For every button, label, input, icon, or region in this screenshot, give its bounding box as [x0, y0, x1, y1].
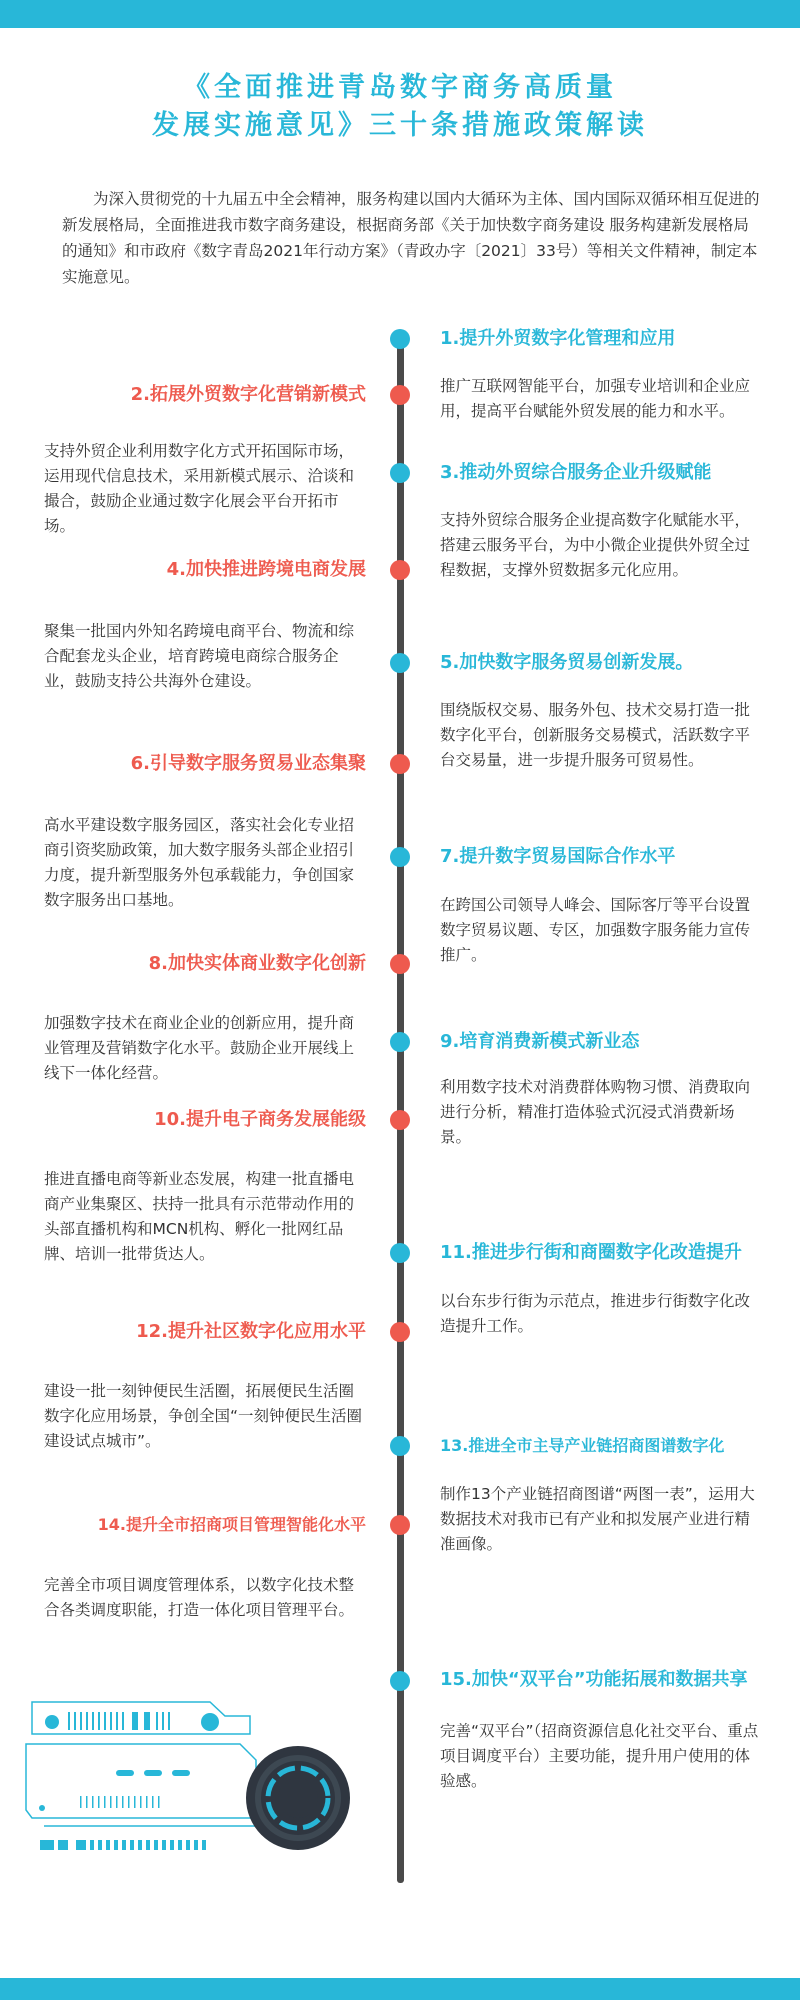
item-7-text: 在跨国公司领导人峰会、国际客厅等平台设置数字贸易议题、专区，加强数字服务能力宣传推广。 — [440, 896, 751, 964]
item-2-text: 支持外贸企业利用数字化方式开拓国际市场，运用现代信息技术，采用新模式展示、洽谈和撮合，鼓励企业通过数字化展会平台开拓市场。 — [44, 442, 355, 535]
timeline-dot-10 — [390, 1110, 410, 1130]
deco-blocks — [40, 1840, 206, 1850]
tech-illustration — [20, 1698, 350, 1868]
item-1-heading: 1.提升外贸数字化管理和应用 — [440, 328, 676, 349]
timeline-dot-1 — [390, 329, 410, 349]
timeline-dot-6 — [390, 754, 410, 774]
intro-paragraph: 为深入贯彻党的十九届五中全会精神，服务构建以国内大循环为主体、国内国际双循环相互促进的新发展格局，全面推进我市数字商务建设，根据商务部《关于加快数字商务建设 服务构建新发展格局的通知》和市政府《数字青岛2021年行动方案》（青政办字〔2021〕33号）等相关文件精神，制定本实施意见。 — [62, 190, 760, 286]
timeline-dot-5 — [390, 653, 410, 673]
item-11-heading: 11.推进步行街和商圈数字化改造提升 — [440, 1242, 742, 1263]
item-4-text: 聚集一批国内外知名跨境电商平台、物流和综合配套龙头企业，培育跨境电商综合服务企业，鼓励支持公共海外仓建设。 — [44, 622, 355, 690]
timeline-dot-7 — [390, 847, 410, 867]
deco-circle — [45, 1715, 59, 1729]
deco-circle-2 — [201, 1713, 219, 1731]
timeline-dot-12 — [390, 1322, 410, 1342]
item-9-text: 利用数字技术对消费群体购物习惯、消费取向进行分析，精准打造体验式沉浸式消费新场景。 — [440, 1078, 751, 1146]
item-10-text: 推进直播电商等新业态发展，构建一批直播电商产业集聚区、扶持一批具有示范带动作用的头部直播机构和MCN机构、孵化一批网红品牌、培训一批带货达人。 — [44, 1170, 355, 1263]
item-15-heading: 15.加快“双平台”功能拓展和数据共享 — [440, 1669, 748, 1690]
deco-gauge — [246, 1746, 350, 1850]
deco-ticks — [80, 1796, 160, 1808]
item-12-text: 建设一批一刻钟便民生活圈，拓展便民生活圈数字化应用场景，争创全国“一刻钟便民生活圈建设试点城市”。 — [44, 1382, 363, 1450]
item-14-text: 完善全市项目调度管理体系，以数字化技术整合各类调度职能，打造一体化项目管理平台。 — [44, 1576, 355, 1619]
item-13-heading: 13.推进全市主导产业链招商图谱数字化 — [440, 1436, 725, 1455]
item-15-text: 完善“双平台”（招商资源信息化社交平台、重点项目调度平台）主要功能，提升用户使用的体验感。 — [440, 1722, 759, 1790]
item-12-heading: 12.提升社区数字化应用水平 — [136, 1321, 366, 1342]
item-11-text: 以台东步行街为示范点，推进步行街数字化改造提升工作。 — [440, 1292, 751, 1335]
deco-barcode — [68, 1712, 170, 1730]
item-3-text: 支持外贸综合服务企业提高数字化赋能水平，搭建云服务平台，为中小微企业提供外贸全过程数据，支撑外贸数据多元化应用。 — [440, 511, 751, 579]
item-3-heading: 3.推动外贸综合服务企业升级赋能 — [440, 462, 712, 483]
timeline-dot-14 — [390, 1515, 410, 1535]
timeline-dot-2 — [390, 385, 410, 405]
timeline-dot-9 — [390, 1032, 410, 1052]
item-1-text: 推广互联网智能平台，加强专业培训和企业应用，提高平台赋能外贸发展的能力和水平。 — [440, 377, 751, 420]
item-4-heading: 4.加快推进跨境电商发展 — [166, 559, 366, 580]
item-6-heading: 6.引导数字服务贸易业态集聚 — [130, 753, 366, 774]
deco-small-dot — [39, 1805, 45, 1811]
item-8-heading: 8.加快实体商业数字化创新 — [148, 953, 366, 974]
timeline-dot-3 — [390, 463, 410, 483]
bottom-banner-bar — [0, 1978, 800, 2000]
page-title-line1: 《全面推进青岛数字商务高质量 — [183, 72, 617, 103]
item-8-text: 加强数字技术在商业企业的创新应用，提升商业管理及营销数字化水平。鼓励企业开展线上线下一体化经营。 — [44, 1014, 355, 1082]
item-14-heading: 14.提升全市招商项目管理智能化水平 — [97, 1515, 366, 1534]
item-5-text: 围绕版权交易、服务外包、技术交易打造一批数字化平台，创新服务交易模式，活跃数字平台交易量，进一步提升服务可贸易性。 — [440, 701, 751, 769]
top-banner-bar — [0, 0, 800, 28]
timeline-dot-8 — [390, 954, 410, 974]
timeline-dot-13 — [390, 1436, 410, 1456]
timeline-dot-4 — [390, 560, 410, 580]
deco-pills — [116, 1770, 190, 1776]
timeline-dot-11 — [390, 1243, 410, 1263]
item-7-heading: 7.提升数字贸易国际合作水平 — [440, 846, 676, 867]
page-title-line2: 发展实施意见》三十条措施政策解读 — [152, 110, 648, 141]
item-10-heading: 10.提升电子商务发展能级 — [154, 1109, 366, 1130]
item-6-text: 高水平建设数字服务园区，落实社会化专业招商引资奖励政策，加大数字服务头部企业招引力度，提升新型服务外包承载能力，争创国家数字服务出口基地。 — [44, 816, 355, 909]
timeline-dot-15 — [390, 1671, 410, 1691]
item-2-heading: 2.拓展外贸数字化营销新模式 — [130, 384, 366, 405]
item-9-heading: 9.培育消费新模式新业态 — [440, 1031, 640, 1052]
item-13-text: 制作13个产业链招商图谱“两图一表”，运用大数据技术对我市已有产业和拟发展产业进行精准画像。 — [440, 1485, 755, 1553]
item-5-heading: 5.加快数字服务贸易创新发展。 — [440, 652, 694, 673]
